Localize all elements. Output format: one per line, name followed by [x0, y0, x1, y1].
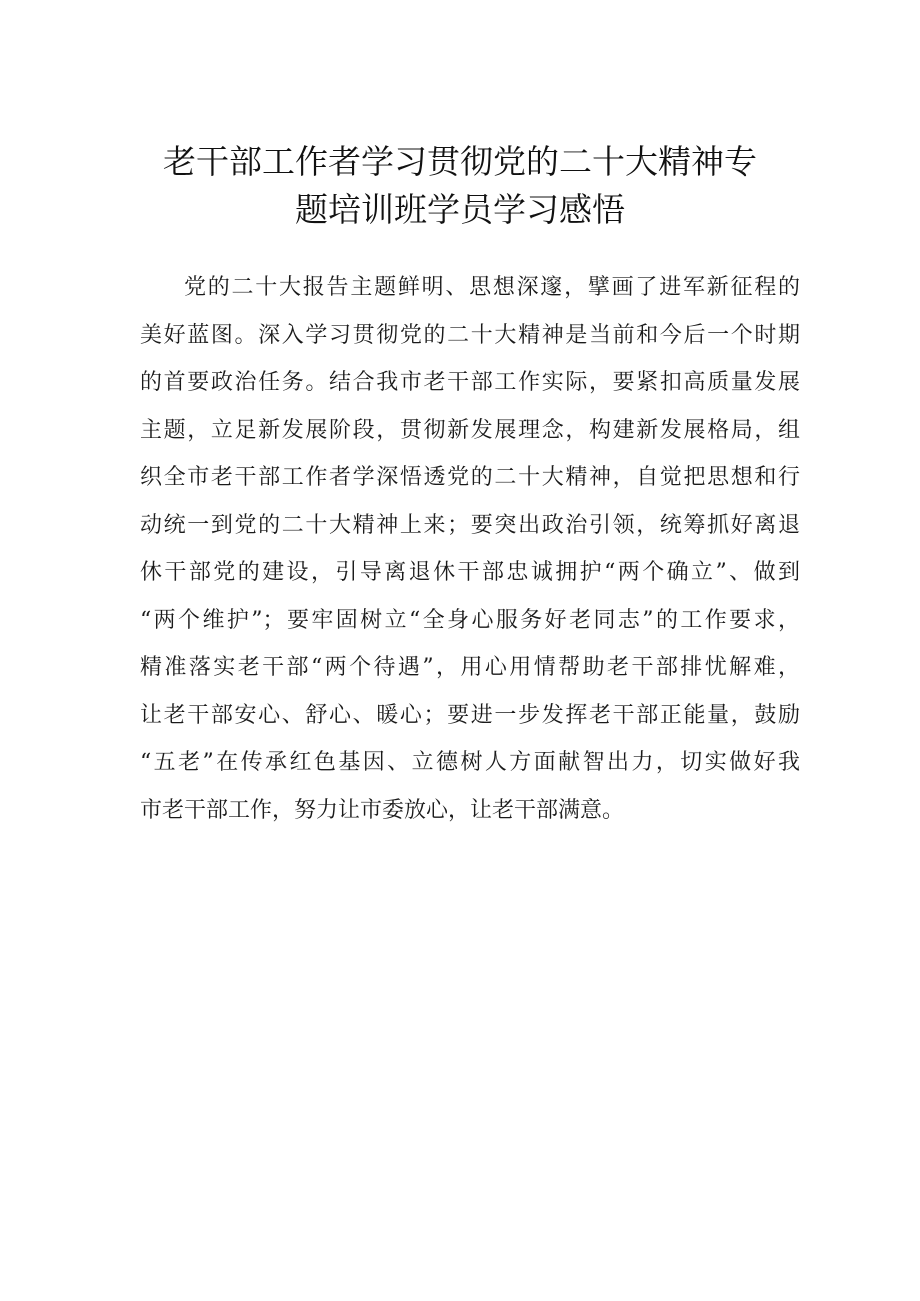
title-line-1: 老干部工作者学习贯彻党的二十大精神专: [163, 142, 757, 181]
body-line-9: 精准落实老干部“两个待遇”，用心用情帮助老干部排忧解难，: [140, 655, 800, 680]
document-title: [120, 138, 800, 234]
body-line-7: 休干部党的建设，引导离退休干部忠诚拥护“两个确立”、做到: [140, 560, 800, 585]
body-line-6: 动统一到党的二十大精神上来；要突出政治引领，统筹抓好离退: [140, 512, 800, 538]
title-line-2: 题培训班学员学习感悟: [295, 190, 625, 229]
body-line-11: “五老”在传承红色基因、立德树人方面献智出力，切实做好我: [140, 750, 800, 775]
body-line-2: 美好蓝图。深入学习贯彻党的二十大精神是当前和今后一个时期: [140, 322, 800, 348]
body-line-12: 市老干部工作，努力让市委放心，让老干部满意。: [140, 797, 625, 823]
body-line-3: 的首要政治任务。结合我市老干部工作实际，要紧扣高质量发展: [140, 370, 800, 395]
body-line-4: 主题，立足新发展阶段，贯彻新发展理念，构建新发展格局，组: [140, 417, 800, 443]
body-line-8: “两个维护”；要牢固树立“全身心服务好老同志”的工作要求，: [140, 607, 800, 633]
body-line-5: 织全市老干部工作者学深悟透党的二十大精神，自觉把思想和行: [140, 465, 800, 490]
document-body: [140, 264, 800, 834]
body-line-1: 党的二十大报告主题鲜明、思想深邃，擘画了进军新征程的: [184, 275, 800, 300]
body-line-10: 让老干部安心、舒心、暖心；要进一步发挥老干部正能量，鼓励: [140, 702, 800, 728]
